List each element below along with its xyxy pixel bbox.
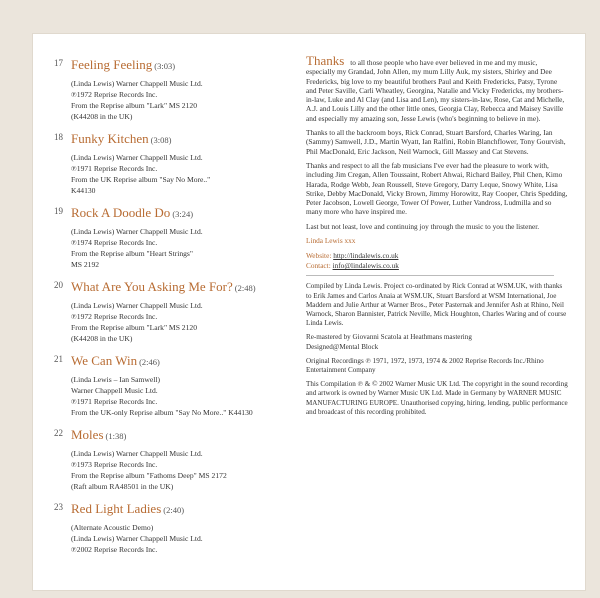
track-number: 23 xyxy=(54,502,63,512)
track-credit-line: (Raft album RA48501 in the UK) xyxy=(71,482,174,491)
track-duration: (1:38) xyxy=(105,431,127,441)
track-number: 18 xyxy=(54,132,63,142)
thanks-heading: Thanks xyxy=(306,53,345,68)
track-credit-line: From the UK Reprise album "Say No More.." xyxy=(71,175,211,184)
track-title: What Are You Asking Me For? xyxy=(71,279,233,294)
contact-label: Contact: xyxy=(306,261,331,271)
track-number: 22 xyxy=(54,428,63,438)
track-item xyxy=(54,56,311,122)
track-item xyxy=(54,500,311,555)
track-duration: (2:48) xyxy=(234,283,256,293)
divider xyxy=(306,275,554,276)
track-duration: (3:24) xyxy=(172,209,194,219)
track-title: Rock A Doodle Do xyxy=(71,205,171,220)
track-duration: (3:03) xyxy=(154,61,176,71)
thanks-paragraph-1: Thanks to all those people who have ever believed in me and my music, especially my Grandad, John Allen, my mum Lilly Auk, my sisters, Shirley and Dee Fredericks, big love to my beautiful brothers Paul and Keith Fredericks, Patsy, Tyrone and Peter Saville, Carli Wheatley, Georgina, Natalie and Vicky Fredericks, my brothers-in-law, Luke and Al Clay (and Lisa and Len), my sisters-in-law, Rose, Cat and Michelle, A.J. and Louis Lilly and the other little ones, Georgia Clay, Rebecca and Maisey Saville and especially my amazing son, Jesse Lewis (who's beginning to believe in me). xyxy=(306,53,565,123)
track-credit-line: (K44208 in the UK) xyxy=(71,334,133,343)
track-credit-line: From the Reprise album "Fathoms Deep" MS 2172 xyxy=(71,471,227,480)
track-number: 21 xyxy=(54,354,63,364)
track-credit-line: (Linda Lewis) Warner Chappell Music Ltd. xyxy=(71,153,203,162)
track-credit-line: ℗1971 Reprise Records Inc. xyxy=(71,397,158,406)
track-credit-line: (Linda Lewis) Warner Chappell Music Ltd. xyxy=(71,534,203,543)
track-credit-line: ℗2002 Reprise Records Inc. xyxy=(71,545,158,554)
track-credit-line: (Linda Lewis) Warner Chappell Music Ltd. xyxy=(71,301,203,310)
track-credit-line: ℗1971 Reprise Records Inc. xyxy=(71,164,158,173)
track-credit-line: (Linda Lewis – Ian Samwell) xyxy=(71,375,160,384)
track-credit-line: ℗1972 Reprise Records Inc. xyxy=(71,90,158,99)
track-credit-line: (K44208 in the UK) xyxy=(71,112,133,121)
track-title: Feeling Feeling xyxy=(71,57,153,72)
track-credit-line: From the Reprise album "Lark" MS 2120 xyxy=(71,101,197,110)
track-title: We Can Win xyxy=(71,353,138,368)
track-title: Red Light Ladies xyxy=(71,501,162,516)
track-title: Moles xyxy=(71,427,104,442)
thanks-column xyxy=(306,53,568,422)
track-number: 17 xyxy=(54,58,63,68)
track-credit-line: (Linda Lewis) Warner Chappell Music Ltd. xyxy=(71,227,203,236)
track-item xyxy=(54,204,311,270)
signature: Linda Lewis xxx xyxy=(306,236,356,246)
track-item xyxy=(54,130,311,196)
original-recordings: Original Recordings ℗ 1971, 1972, 1973, 1974 & 2002 Reprise Records Inc./Rhino Entertainment Company xyxy=(306,356,544,374)
compilation-credits: Compiled by Linda Lewis. Project co-ordinated by Rick Conrad at WSM.UK, with thanks to Erik James and Carlos Anaia at WSM.UK, Stuart Barsford at WSM International, Joe Maddern and Julie Arthur at Warner Bros., Peter Pasternak and Jennifer Ash at Rhino, Neil Warnock, Sharon Bannister, Patrick Neville, Mick Houghton, Charles Waring and of course Linda Lewis. xyxy=(306,282,567,328)
track-credit-line: From the Reprise album "Heart Strings" xyxy=(71,249,193,258)
track-credit-line: ℗1973 Reprise Records Inc. xyxy=(71,460,158,469)
email-link[interactable]: info@lindalewis.co.uk xyxy=(332,261,399,271)
track-credit-line: (Linda Lewis) Warner Chappell Music Ltd. xyxy=(71,449,203,458)
track-duration: (3:08) xyxy=(150,135,172,145)
website-link[interactable]: http://lindalewis.co.uk xyxy=(333,251,399,261)
copyright-notice: This Compilation ℗ & © 2002 Warner Music UK Ltd. The copyright in the sound recording and artwork is owned by Warner Music UK Ltd. Made in Germany by WARNER MUSIC MANUFACTURING EUROPE. Unauthorised copying, hiring, lending, public performance and broadcast of this recording prohibited. xyxy=(306,380,568,416)
website-line xyxy=(306,251,568,261)
track-credit-line: (Linda Lewis) Warner Chappell Music Ltd. xyxy=(71,79,203,88)
track-duration: (2:46) xyxy=(139,357,160,367)
contact-line xyxy=(306,261,568,271)
track-credit-line: From the Reprise album "Lark" MS 2120 xyxy=(71,323,197,332)
track-credit-line: Warner Chappell Music Ltd. xyxy=(71,386,158,395)
track-item xyxy=(54,278,311,344)
website-label: Website: xyxy=(306,251,332,261)
track-item xyxy=(54,426,311,492)
track-duration: (2:40) xyxy=(163,505,185,515)
mastering-credits: Re-mastered by Giovanni Scatola at Heathmans mastering Designed@Mental Block xyxy=(306,333,472,351)
track-number: 19 xyxy=(54,206,63,216)
track-number: 20 xyxy=(54,280,63,290)
track-title: Funky Kitchen xyxy=(71,131,149,146)
track-credit-line: ℗1974 Reprise Records Inc. xyxy=(71,238,158,247)
thanks-paragraph-3: Thanks and respect to all the fab musicians I've ever had the pleasure to work with, including Jim Cregan, Allen Toussaint, Robert Ahwai, Richard Bailey, Phil Chen, Kimo Harada, Rodge Webb, Jean Roussell, Steve Gregory, Darry Leque, Snowy White, Lisa Strike, Debby MacDonald, Vicky Brown, Jimmy Horowitz, Ray Cooper, Chris Spedding, Peter Jacobson, Lowell George, Tower Of Power, Luther Vandross, Ludmilla and so many more who have inspired me. xyxy=(306,160,568,217)
track-credit-line: K44130 xyxy=(71,186,96,195)
track-credit-line: (Alternate Acoustic Demo) xyxy=(71,523,154,532)
thanks-paragraph-2: Thanks to all the backroom boys, Rick Conrad, Stuart Barsford, Charles Waring, Ian (Sammy) Samwell, J.D., Martin Wyatt, Ian Ralfini, Robin Blanchflower, Tony Gourvish, Phil MacDonald, Eric Jackson, Neil Warnock, Gill Massey and Cat Stevens. xyxy=(306,128,566,156)
track-credit-line: ℗1972 Reprise Records Inc. xyxy=(71,312,158,321)
track-credit-line: MS 2192 xyxy=(71,260,100,269)
track-item xyxy=(54,352,311,418)
booklet-page xyxy=(33,34,585,590)
tracklist xyxy=(54,56,311,563)
track-credit-line: From the UK-only Reprise album "Say No More.." K44130 xyxy=(71,408,253,417)
thanks-paragraph-4: Last but not least, love and continuing joy through the music to you the listener. xyxy=(306,221,540,231)
